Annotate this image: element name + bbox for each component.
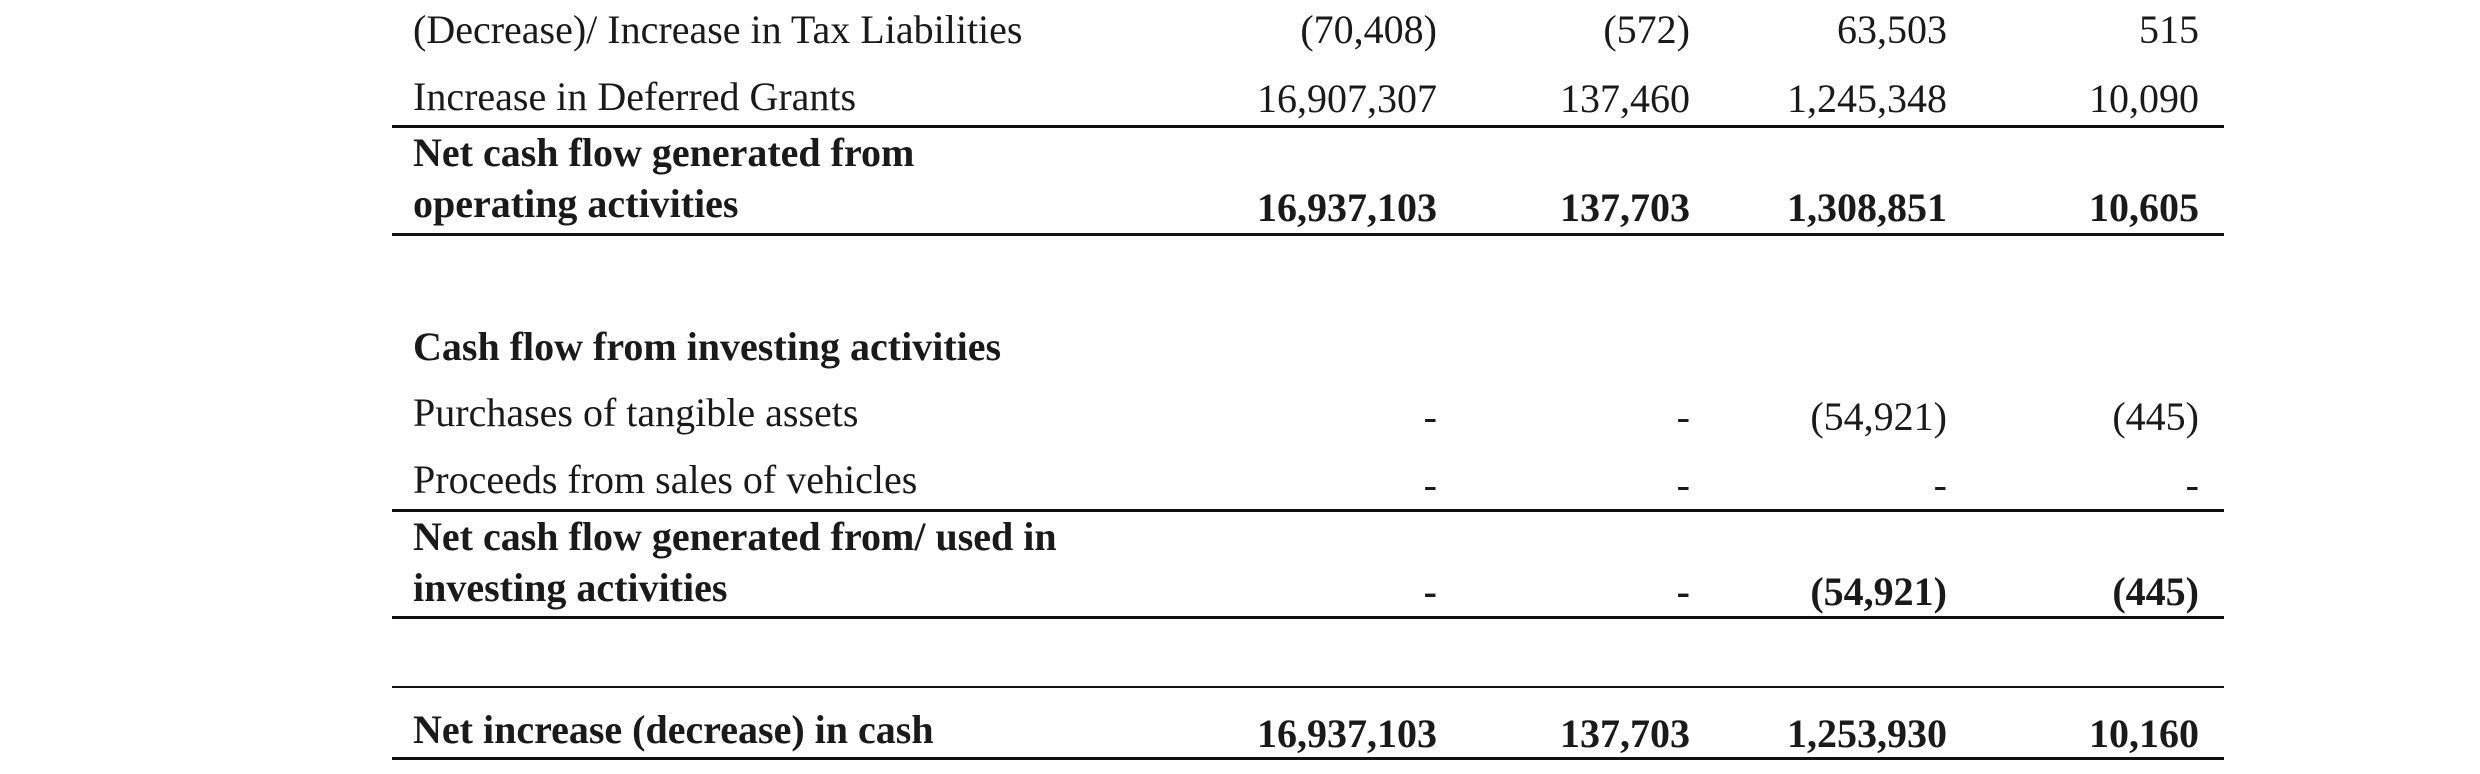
net-investing-col4: (445) xyxy=(2112,569,2199,614)
row-label-deferred-grants: Increase in Deferred Grants xyxy=(413,74,857,119)
row-label-net-increase: Net increase (decrease) in cash xyxy=(413,707,934,752)
section-heading-investing: Cash flow from investing activities xyxy=(413,324,1002,369)
net-operating-col2: 137,703 xyxy=(1560,185,1690,230)
net-investing-col3: (54,921) xyxy=(1810,569,1947,614)
tax-liabilities-col4: 515 xyxy=(2139,7,2199,52)
net-operating-col1: 16,937,103 xyxy=(1257,185,1437,230)
row-label-net-operating-line1: Net cash flow generated from xyxy=(413,130,915,175)
deferred-grants-col1: 16,907,307 xyxy=(1257,76,1437,121)
deferred-grants-col4: 10,090 xyxy=(2089,76,2199,121)
tax-liabilities-col3: 63,503 xyxy=(1837,7,1947,52)
row-label-net-operating-line2: operating activities xyxy=(413,181,739,226)
tax-liabilities-col2: (572) xyxy=(1603,7,1690,52)
net-operating-col4: 10,605 xyxy=(2089,185,2199,230)
rule-above-net-operating xyxy=(392,125,2224,128)
tangible-assets-col1: - xyxy=(1423,394,1437,439)
rule-below-net-operating xyxy=(392,233,2224,236)
rule-below-net-increase xyxy=(392,757,2224,760)
row-label-tangible-assets: Purchases of tangible assets xyxy=(413,390,859,435)
vehicle-sales-col4: - xyxy=(2185,462,2199,507)
net-increase-col2: 137,703 xyxy=(1560,711,1690,756)
tangible-assets-col4: (445) xyxy=(2112,394,2199,439)
deferred-grants-col3: 1,245,348 xyxy=(1787,76,1947,121)
row-label-net-investing-line2: investing activities xyxy=(413,565,728,610)
net-increase-col3: 1,253,930 xyxy=(1787,711,1947,756)
net-increase-col1: 16,937,103 xyxy=(1257,711,1437,756)
vehicle-sales-col3: - xyxy=(1933,462,1947,507)
tax-liabilities-col1: (70,408) xyxy=(1300,7,1437,52)
vehicle-sales-col2: - xyxy=(1676,462,1690,507)
rule-above-net-increase xyxy=(392,686,2224,688)
row-label-vehicle-sales: Proceeds from sales of vehicles xyxy=(413,457,918,502)
net-operating-col3: 1,308,851 xyxy=(1787,185,1947,230)
net-investing-col2: - xyxy=(1676,569,1690,614)
deferred-grants-col2: 137,460 xyxy=(1560,76,1690,121)
net-investing-col1: - xyxy=(1423,569,1437,614)
vehicle-sales-col1: - xyxy=(1423,462,1437,507)
row-label-net-investing-line1: Net cash flow generated from/ used in xyxy=(413,514,1057,559)
tangible-assets-col2: - xyxy=(1676,394,1690,439)
rule-below-net-investing xyxy=(392,616,2224,619)
row-label-tax-liabilities: (Decrease)/ Increase in Tax Liabilities xyxy=(413,7,1023,52)
net-increase-col4: 10,160 xyxy=(2089,711,2199,756)
tangible-assets-col3: (54,921) xyxy=(1810,394,1947,439)
rule-above-net-investing xyxy=(392,509,2224,512)
